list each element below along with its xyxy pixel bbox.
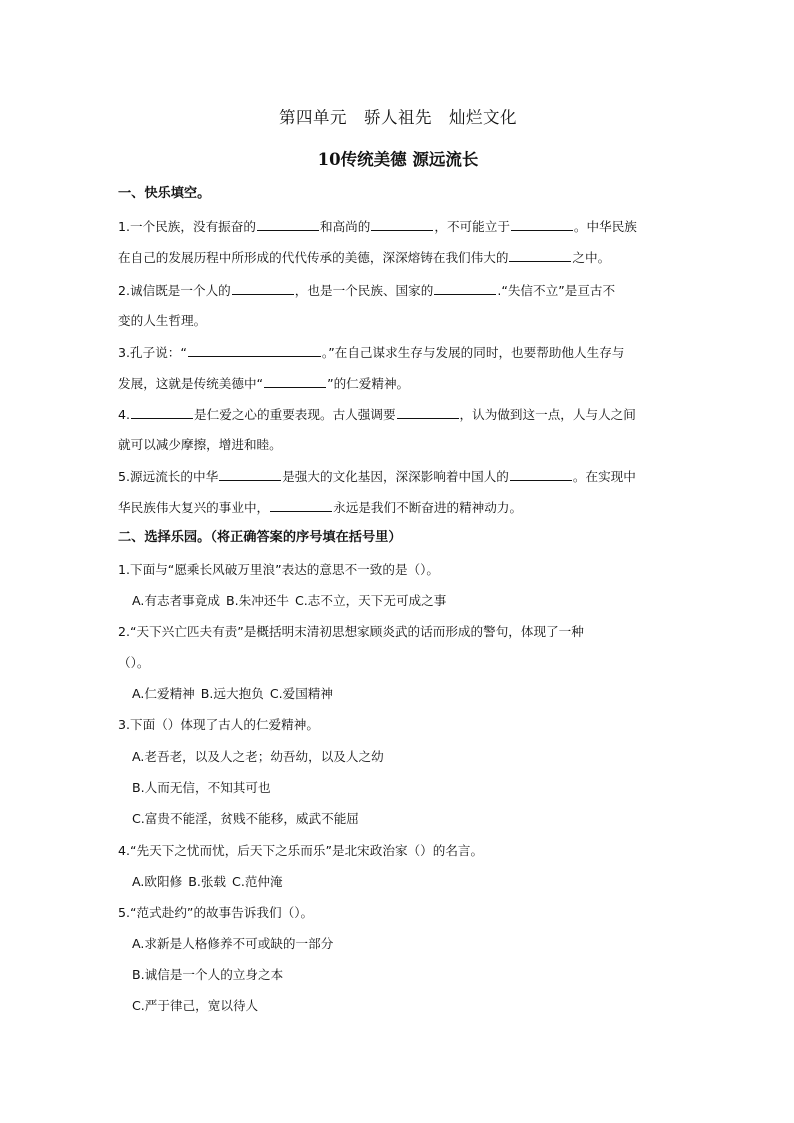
q1-blank-2[interactable]	[371, 217, 433, 231]
q5-text-d: 华民族伟大复兴的事业中，	[118, 500, 270, 515]
fill-q3-line2	[118, 374, 678, 393]
choice-q2-stem-line1: 2.“天下兴亡匹夫有责”是概括明末清初思想家顾炎武的话而形成的警句，体现了一种	[118, 624, 584, 639]
q2-option-b[interactable]: B.远大抱负	[200, 686, 264, 701]
q2-text-a: 2.诚信既是一个人的	[118, 283, 231, 298]
fill-q5-line1	[118, 467, 678, 486]
q5-blank-2[interactable]	[510, 467, 572, 481]
choice-q1-stem: 1.下面与“愿乘长风破万里浪”表达的意思不一致的是（）。	[118, 562, 440, 577]
q1-option-b[interactable]: B.朱冲还牛	[225, 593, 289, 608]
q3-blank-1[interactable]	[188, 343, 321, 357]
q3-option-c[interactable]: C.富贵不能淫，贫贱不能移，威武不能屈	[132, 811, 359, 826]
fill-q1-line1	[118, 217, 678, 236]
q1-text-d: 。中华民族	[573, 219, 637, 234]
choice-q4-options	[118, 873, 692, 891]
q3-option-a[interactable]: A.老吾老，以及人之老；幼吾幼，以及人之幼	[132, 749, 384, 764]
choice-q3-stem: 3.下面（）体现了古人的仁爱精神。	[118, 717, 319, 732]
q3-text-b: 。”在自己谋求生存与发展的同时，也要帮助他人生存与	[321, 345, 625, 360]
q1-text-b: 和高尚的	[319, 219, 371, 234]
section2-heading: 二、选择乐园。（将正确答案的序号填在括号里）	[118, 530, 402, 545]
q5-text-a: 5.源远流长的中华	[118, 469, 219, 484]
fill-q4-line1	[118, 405, 678, 424]
q2-option-a[interactable]: A.仁爱精神	[132, 686, 195, 701]
q1-text-a: 1.一个民族，没有振奋的	[118, 219, 256, 234]
q4-option-a[interactable]: A.欧阳修	[132, 874, 183, 889]
q3-text-d: ”的仁爱精神。	[327, 376, 410, 391]
q3-text-a: 3.孔子说：“	[118, 345, 187, 360]
q2-blank-1[interactable]	[232, 281, 294, 295]
unit-title: 第四单元 骄人祖先 灿烂文化	[279, 108, 517, 127]
q5-option-a[interactable]: A.求新是人格修养不可或缺的一部分	[132, 936, 334, 951]
q1-text-c: ，不可能立于	[434, 219, 510, 234]
q2-option-c[interactable]: C.爱国精神	[269, 686, 333, 701]
choice-q1-options	[118, 592, 692, 610]
choice-q4-stem: 4.“先天下之忧而忧，后天下之乐而乐”是北宋政治家（）的名言。	[118, 843, 484, 858]
choice-q2-stem-line2: （）。	[118, 655, 150, 670]
q5-text-c: 。在实现中	[572, 469, 636, 484]
q2-text-c: .“失信不立”是亘古不	[497, 283, 616, 298]
q4-option-c[interactable]: C.范仲淹	[232, 874, 283, 889]
q4-text-a: 4.	[118, 407, 131, 422]
fill-q3-line1	[118, 343, 678, 362]
fill-q2-line1	[118, 281, 678, 300]
q1-blank-4[interactable]	[509, 248, 571, 262]
fill-q4-line2: 就可以减少摩擦，增进和睦。	[118, 437, 282, 452]
choice-q2-options	[118, 685, 692, 703]
q4-blank-1[interactable]	[131, 405, 193, 419]
q1-blank-1[interactable]	[257, 217, 319, 231]
q3-text-c: 发展，这就是传统美德中“	[118, 376, 264, 391]
q5-blank-3[interactable]	[270, 498, 332, 512]
q2-text-b: ，也是一个民族、国家的	[294, 283, 434, 298]
q4-text-b: 是仁爱之心的重要表现。古人强调要	[194, 407, 396, 422]
q5-text-b: 是强大的文化基因，深深影响着中国人的	[282, 469, 509, 484]
q4-option-b[interactable]: B.张载	[188, 874, 227, 889]
q4-blank-2[interactable]	[397, 405, 459, 419]
q1-blank-3[interactable]	[511, 217, 573, 231]
q5-option-b[interactable]: B.诚信是一个人的立身之本	[132, 967, 284, 982]
q1-option-c[interactable]: C.志不立，天下无可成之事	[295, 593, 447, 608]
section1-heading: 一、快乐填空。	[118, 186, 211, 201]
q4-text-c: ，认为做到这一点，人与人之间	[459, 407, 636, 422]
q1-text-e: 在自己的发展历程中所形成的代代传承的美德，深深熔铸在我们伟大的	[118, 250, 509, 265]
q5-blank-1[interactable]	[219, 467, 281, 481]
q2-blank-2[interactable]	[434, 281, 496, 295]
fill-q5-line2	[118, 498, 678, 517]
fill-q1-line2	[118, 248, 678, 267]
q1-text-f: 之中。	[572, 250, 611, 265]
q5-option-c[interactable]: C.严于律己，宽以待人	[132, 998, 259, 1013]
q3-blank-2[interactable]	[264, 374, 326, 388]
q3-option-b[interactable]: B.人而无信，不知其可也	[132, 780, 271, 795]
q5-text-e: 永远是我们不断奋进的精神动力。	[333, 500, 523, 515]
fill-q2-line2: 变的人生哲理。	[118, 313, 207, 328]
lesson-title: 10传统美德 源远流长	[317, 150, 479, 169]
q1-option-a[interactable]: A.有志者事竟成	[132, 593, 220, 608]
choice-q5-stem: 5.“范式赴约”的故事告诉我们（）。	[118, 905, 314, 920]
